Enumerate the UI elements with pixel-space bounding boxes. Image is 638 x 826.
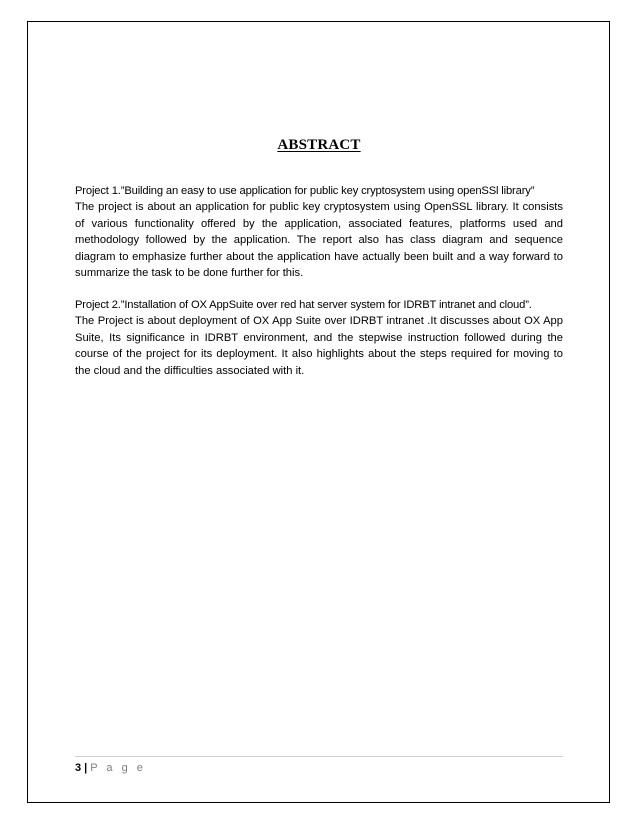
project-2-text: The Project is about deployment of OX App Suite over IDRBT intranet .It discusses about OX App Suite, Its significance in IDRBT environment, and the stepwise instruction followed during the course of the project for its deployment. It also highlights about the steps required for moving to the cloud and the difficulties associated with it.	[75, 315, 563, 377]
footer-separator: |	[84, 762, 88, 774]
project-1-heading: Project 1.”Building an easy to use application for public key cryptosystem using openSSl library”	[75, 185, 535, 197]
page-number: 3	[75, 762, 82, 774]
page-label: P a g e	[90, 762, 146, 774]
abstract-paragraph-2	[75, 297, 563, 379]
project-2-heading: Project 2.”Installation of OX AppSuite over red hat server system for IDRBT intranet and cloud”.	[75, 299, 532, 311]
abstract-paragraph-1	[75, 183, 563, 281]
project-1-text: The project is about an application for public key cryptosystem using OpenSSL library. It consists of various functionality offered by the application, associated features, platforms used and methodology followed by the application. The report also has class diagram and sequence diagram to emphasize further about the application have actually been built and a way forward to summarize the task to be done further for this.	[75, 201, 563, 280]
page-footer	[75, 762, 146, 774]
page-title: ABSTRACT	[277, 137, 361, 153]
footer-divider	[75, 756, 563, 757]
